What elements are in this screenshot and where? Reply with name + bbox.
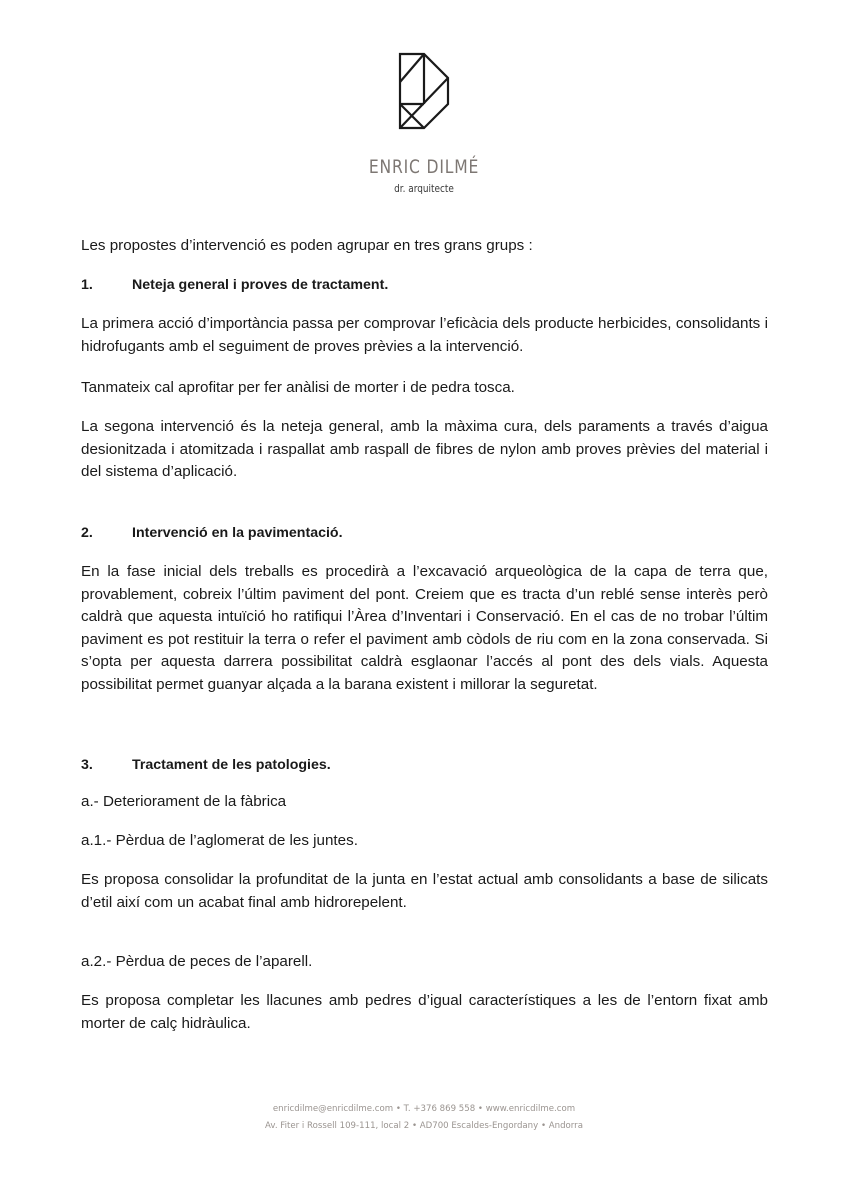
paragraph: En la fase inicial dels treballs es procedirà a l’excavació arqueològica de la capa de terra que, provablement, cobreix l’últim paviment del pont. Creiem que es tracta d’un reblé sense interès però caldrà que aquesta intuïció ho ratifiqui l’Àrea d’Inventari i Conservació. En el cas de no trobar l’últim paviment es pot restituir la terra o refer el paviment amb còdols de riu com en la zona conservada. Si s’opta per aquesta darrera possibilitat caldrà esglaonar l’accés al pont des dels vials. Aquesta possibilitat permet guanyar alçada a la barana existent i millorar la seguretat. xyxy=(81,563,768,693)
paragraph: La primera acció d’importància passa per comprovar l’eficàcia dels producte herbicides, consolidants i hidrofugants amb el seguiment de proves prèvies a la intervenció. xyxy=(81,315,768,355)
subheading: a.1.- Pèrdua de l’aglomerat de les juntes. xyxy=(81,832,358,849)
brand-name: ENRIC DILMÉ xyxy=(368,156,480,178)
paragraph: Tanmateix cal aprofitar per fer anàlisi de morter i de pedra tosca. xyxy=(81,379,515,396)
intro-paragraph: Les propostes d’intervenció es poden agrupar en tres grans grups : xyxy=(81,237,533,254)
paragraph: Es proposa consolidar la profunditat de la junta en l’estat actual amb consolidants a base de silicats d’etil així com un acabat final amb hidrorepelent. xyxy=(81,871,768,911)
paragraph: Es proposa completar les llacunes amb pedres d’igual característiques a les de l’entorn fixat amb morter de calç hidràulica. xyxy=(81,992,768,1032)
subheading: a.- Deteriorament de la fàbrica xyxy=(81,793,287,810)
footer-contact: enricdilme@enricdilme.com • T. +376 869 558 • www.enricdilme.com xyxy=(272,1104,576,1114)
footer-address: Av. Fiter i Rossell 109-111, local 2 • AD700 Escaldes-Engordany • Andorra xyxy=(265,1121,583,1131)
section-title: Neteja general i proves de tractament. xyxy=(132,277,389,293)
monogram-d-logo-icon xyxy=(398,52,450,130)
section-heading-2 xyxy=(81,522,768,545)
section-number: 3. xyxy=(81,757,93,773)
paragraph: La segona intervenció és la neteja general, amb la màxima cura, dels paraments a través d’aigua desionitzada i atomitzada i raspallat amb raspall de fibres de nylon amb proves prèvies del material i del sistema d’aplicació. xyxy=(81,418,768,480)
section-title: Intervenció en la pavimentació. xyxy=(132,525,343,541)
section-number: 1. xyxy=(81,277,93,293)
section-title: Tractament de les patologies. xyxy=(132,757,331,773)
section-heading-3 xyxy=(81,754,768,777)
brand-subtitle: dr. arquitecte xyxy=(394,183,454,195)
section-heading-1 xyxy=(81,274,768,297)
subheading: a.2.- Pèrdua de peces de l’aparell. xyxy=(81,953,313,970)
section-number: 2. xyxy=(81,525,93,541)
